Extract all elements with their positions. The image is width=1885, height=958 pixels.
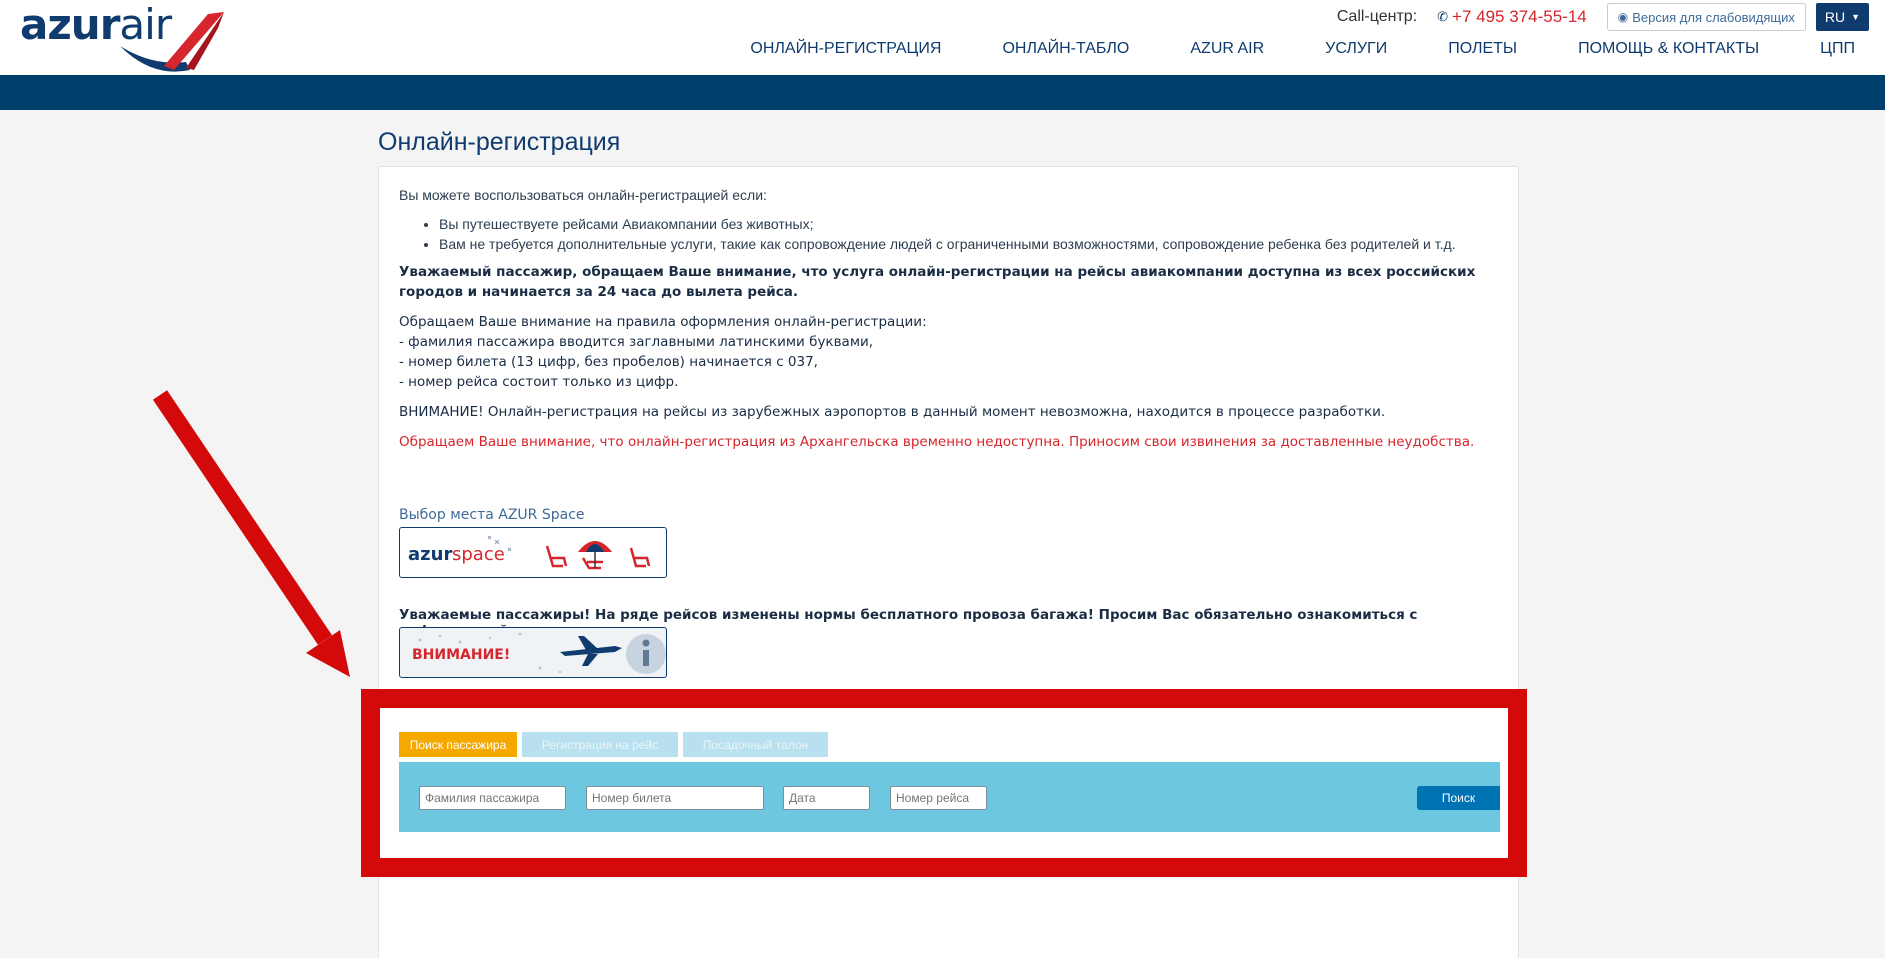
callcenter-label: Call-центр: (1336, 8, 1418, 25)
header-stripe (0, 75, 1885, 110)
logo-wing-icon (112, 8, 227, 74)
callcenter-phone[interactable] (1437, 7, 1587, 27)
list-item: • Вы путешествуете рейсами Авиакомпании без животных; (439, 214, 1499, 234)
availability-note: Уважаемый пассажир, обращаем Ваше внимание, что услуга онлайн-регистрации на рейсы авиакомпании доступна из всех российских городов и начинается за 24 часа до вылета рейса. (399, 264, 1476, 300)
tab-boarding-pass[interactable]: Посадочный талон (683, 732, 828, 757)
nav-cpp[interactable]: ЦПП (1820, 40, 1855, 57)
nav-services[interactable]: УСЛУГИ (1325, 40, 1388, 57)
arkhangelsk-notice: Обращаем Ваше внимание, что онлайн-регистрация из Архангельска временно недоступна. Приносим свои извинения за доставленные неудобства. (399, 434, 1475, 450)
intro-text: Вы можете воспользоваться онлайн-регистрацией если: (399, 187, 767, 203)
search-button[interactable]: Поиск (1417, 786, 1500, 810)
annotation-highlight-box (361, 689, 1527, 877)
eye-icon: ◉ (1617, 10, 1629, 24)
language-value: RU (1824, 9, 1846, 25)
low-vision-button[interactable] (1607, 3, 1806, 31)
rules-line: - фамилия пассажира вводится заглавными латинскими буквами, (399, 334, 874, 350)
azur-space-banner-art (400, 528, 667, 578)
nav-azur-air[interactable]: AZUR AIR (1190, 40, 1265, 57)
annotation-arrow-icon (150, 385, 360, 685)
rules-block (399, 312, 1499, 392)
rules-line: Обращаем Ваше внимание на правила оформления онлайн-регистрации: (399, 314, 927, 330)
page-title: Онлайн-регистрация (378, 128, 621, 156)
nav-online-checkin[interactable]: ОНЛАЙН-РЕГИСТРАЦИЯ (750, 40, 942, 57)
conditions-list (439, 214, 1499, 254)
phone-icon: ✆ (1437, 9, 1449, 24)
baggage-notice: Уважаемые пассажиры! На ряде рейсов изменены нормы бесплатного провоза багажа! Просим Вас обязательно ознакомиться с (399, 607, 1418, 623)
tab-flight-checkin[interactable]: Регистрация на рейс (522, 732, 678, 757)
nav-online-board[interactable]: ОНЛАЙН-ТАБЛО (1002, 40, 1130, 57)
banner-wordmark-light: space (452, 544, 505, 565)
nav-flights[interactable]: ПОЛЕТЫ (1448, 40, 1518, 57)
language-select[interactable] (1816, 3, 1869, 31)
header-topbar (1337, 4, 1869, 30)
checkin-info (399, 185, 1499, 452)
nav-help-contacts[interactable]: ПОМОЩЬ & КОНТАКТЫ (1578, 40, 1760, 57)
azur-space-link[interactable]: Выбор места AZUR Space (399, 507, 585, 523)
caret-down-icon: ▼ (1851, 12, 1860, 22)
tab-passenger-search[interactable]: Поиск пассажира (399, 732, 517, 757)
rules-line: - номер билета (13 цифр, без пробелов) начинается с 037, (399, 354, 818, 370)
attention-label: ВНИМАНИЕ! (412, 647, 511, 663)
attention-banner[interactable] (399, 627, 667, 678)
azur-space-banner[interactable] (399, 527, 667, 578)
rules-line: - номер рейса состоит только из цифр. (399, 374, 679, 390)
banner-wordmark-bold: azur (408, 544, 453, 565)
azurair-logo[interactable] (20, 0, 225, 72)
logo-wordmark: azurair (20, 0, 172, 49)
low-vision-label: Версия для слабовидящих (1632, 9, 1795, 25)
list-item: • Вам не требуется дополнительные услуги, такие как сопровождение людей с ограниченными возможностями, сопровождение ребенка без родителей и т.д. (439, 234, 1499, 254)
attention-banner-art (400, 628, 667, 678)
phone-number: +7 495 374-55-14 (1452, 7, 1587, 26)
site-header (0, 0, 1885, 75)
main-nav (689, 40, 1855, 58)
foreign-airports-warning: ВНИМАНИЕ! Онлайн-регистрация на рейсы из зарубежных аэропортов в данный момент невозможна, находится в процессе разработки. (399, 404, 1386, 420)
